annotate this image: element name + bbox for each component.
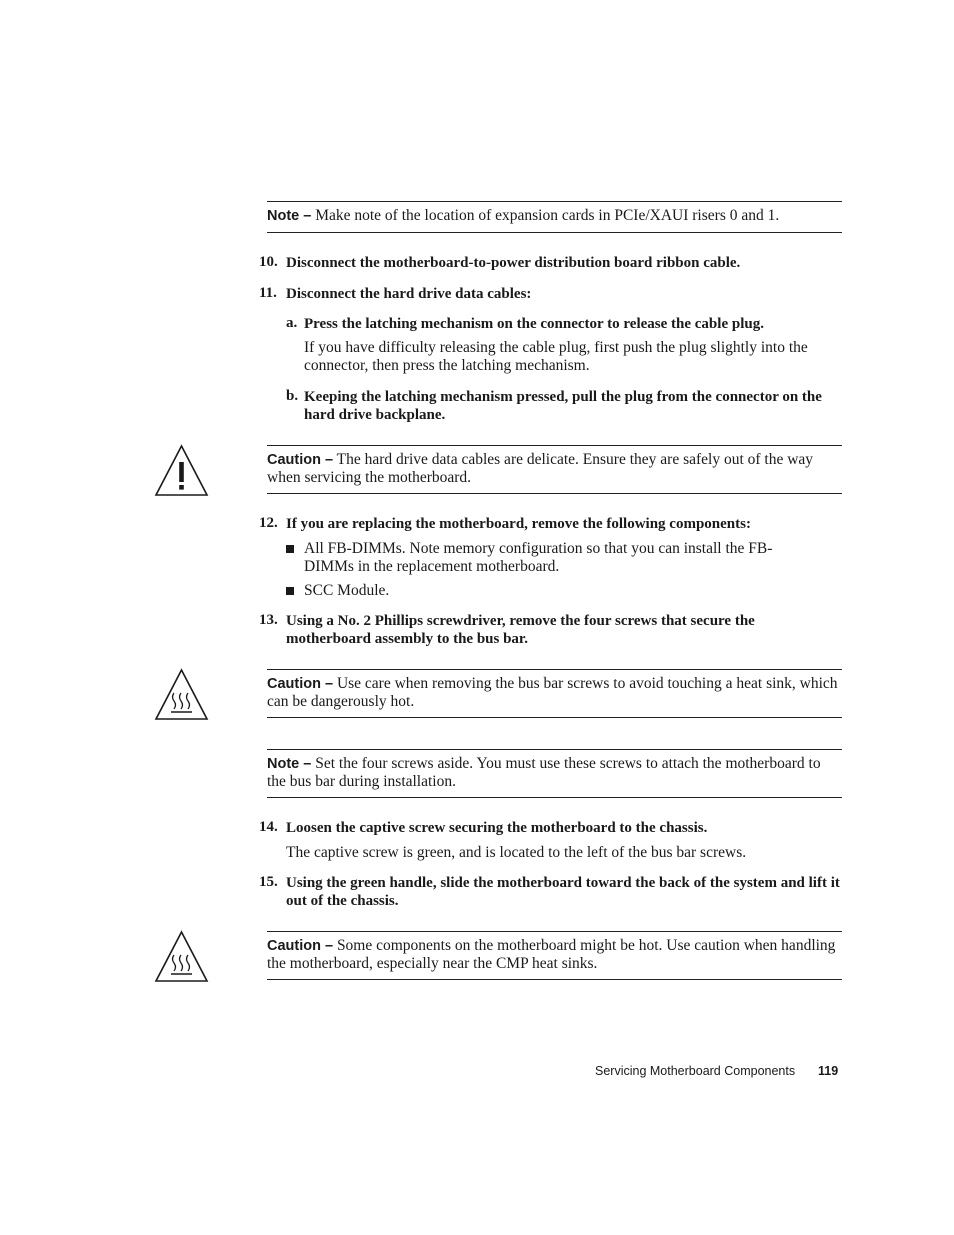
step-14-detail: The captive screw is green, and is located to the left of the bus bar screws. [286,844,747,861]
bullet-marker [286,587,294,595]
note-bottom-rule [267,797,842,798]
hot-surface-warning-icon [154,930,209,983]
step-10-text: Disconnect the motherboard-to-power distribution board ribbon cable. [286,255,741,271]
step-14-number: 14. [259,819,278,835]
footer-section-title: Servicing Motherboard Components [595,1064,796,1078]
note-label: Note – [267,756,312,772]
step-11-number: 11. [259,285,277,301]
caution-text: The hard drive data cables are delicate. Ensure they are safely out of the way when servicing the motherboard. [267,451,814,486]
exclamation-warning-icon [154,444,209,497]
bullet-scc-module: SCC Module. [304,582,390,599]
caution-bottom-rule [267,493,842,494]
caution-text: Some components on the motherboard might be hot. Use caution when handling the motherboard, especially near the CMP heat sinks. [267,937,836,972]
step-11b-letter: b. [286,388,299,404]
step-15-number: 15. [259,874,278,890]
note-text: Make note of the location of expansion cards in PCIe/XAUI risers 0 and 1. [311,207,780,224]
step-11a-detail: If you have difficulty releasing the cable plug, first push the plug slightly into the connector, then press the latching mechanism. [304,339,808,374]
caution-bottom-rule [267,717,842,718]
caution-label: Caution – [267,676,334,692]
caution-label: Caution – [267,938,334,954]
step-11b-text: Keeping the latching mechanism pressed, pull the plug from the connector on the hard drive backplane. [304,389,822,423]
page-number: 119 [818,1064,839,1078]
bullet-marker [286,545,294,553]
step-12-number: 12. [259,515,278,531]
step-15-text: Using the green handle, slide the motherboard toward the back of the system and lift it out of the chassis. [286,875,840,909]
step-10-number: 10. [259,254,278,270]
note-set-screws-aside [267,755,842,791]
caution-top-rule [267,931,842,932]
note-top-rule [267,749,842,750]
hot-surface-warning-icon [154,668,209,721]
step-12-text: If you are replacing the motherboard, remove the following components: [286,516,751,532]
caution-label: Caution – [267,452,334,468]
step-11a-letter: a. [286,315,298,331]
caution-top-rule [267,445,842,446]
step-13-number: 13. [259,612,278,628]
step-13-text: Using a No. 2 Phillips screwdriver, remove the four screws that secure the motherboard assembly to the bus bar. [286,613,755,647]
step-11a-text: Press the latching mechanism on the connector to release the cable plug. [304,316,764,332]
caution-hot-heat-sink [267,675,842,711]
caution-cables-delicate [267,451,842,487]
bullet-fb-dimms: All FB-DIMMs. Note memory configuration so that you can install the FB-DIMMs in the replacement motherboard. [304,540,773,575]
caution-top-rule [267,669,842,670]
step-14-text: Loosen the captive screw securing the motherboard to the chassis. [286,820,708,836]
note-bottom-rule [267,232,842,233]
caution-bottom-rule [267,979,842,980]
caution-hot-components [267,937,842,973]
caution-text: Use care when removing the bus bar screws to avoid touching a heat sink, which can be dangerously hot. [267,675,838,710]
note-text: Set the four screws aside. You must use these screws to attach the motherboard to the bus bar during installation. [267,755,821,790]
note-top-rule [267,201,842,202]
note-label: Note – [267,208,312,224]
note-make-note [267,207,842,225]
step-11-text: Disconnect the hard drive data cables: [286,286,532,302]
